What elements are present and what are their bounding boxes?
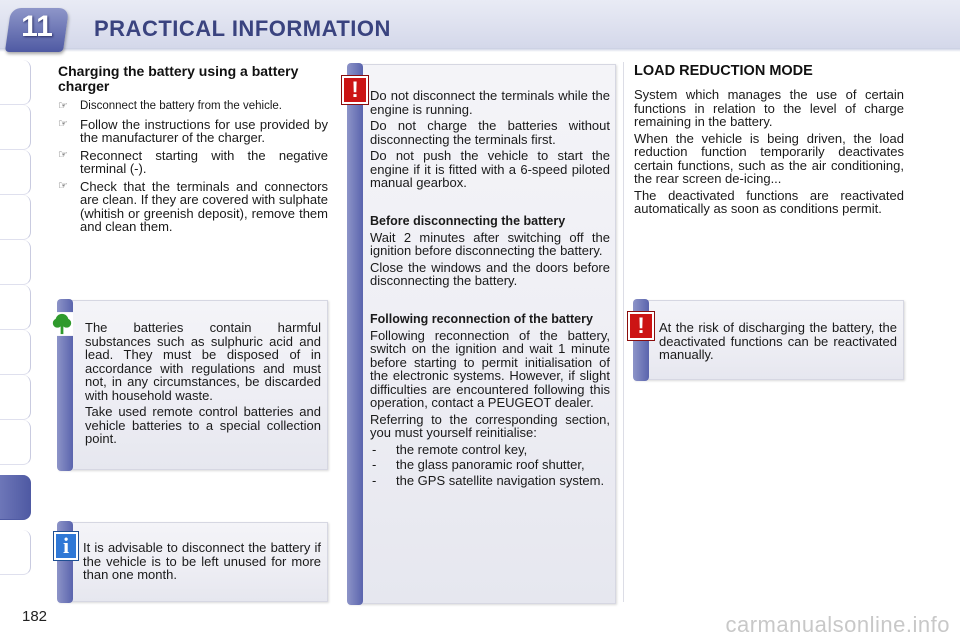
list-dash: - (372, 457, 377, 472)
column-divider (623, 62, 624, 602)
list-item (58, 149, 328, 176)
page-title: PRACTICAL INFORMATION (94, 16, 391, 41)
side-tab[interactable] (0, 420, 31, 465)
note-paragraph: The batteries contain harmful substances such as sulphuric acid and lead. They must be disposed of in accordance with regulations and must not, in any circumstances, be discarded with household waste. (85, 320, 321, 403)
list-item (370, 458, 610, 472)
list-item (58, 100, 328, 114)
side-tab[interactable] (0, 375, 31, 420)
pointing-hand-icon: ☞ (58, 148, 68, 161)
watermark: carmanualsonline.info (725, 612, 950, 637)
list-item-text: the remote control key, (396, 441, 528, 457)
warning-icon: ! (628, 312, 654, 340)
environment-note-text (85, 321, 321, 449)
step-text: Reconnect starting with the negative terminal (-). (80, 147, 328, 176)
warning-paragraph: Wait 2 minutes after switching off the ignition before disconnecting the battery. (370, 229, 610, 258)
list-item (370, 443, 610, 457)
list-dash: - (372, 441, 377, 457)
load-reduction-paragraph: The deactivated functions are reactivated automatically as soon as conditions permit. (634, 187, 904, 216)
pointing-hand-icon: ☞ (58, 117, 68, 130)
load-reduction-warning-text (659, 321, 897, 365)
battery-warning-panel (348, 64, 616, 604)
list-item-text: the GPS satellite navigation system. (396, 472, 605, 488)
side-tab[interactable] (0, 105, 31, 150)
note-paragraph: It is advisable to disconnect the battery if the vehicle is to be left unused for more than one month. (83, 540, 321, 582)
side-tab[interactable] (0, 285, 31, 330)
page-number: 182 (22, 608, 48, 625)
environment-note-panel (58, 300, 328, 470)
info-icon: i (54, 532, 78, 560)
load-reduction-warning-panel (634, 300, 904, 380)
side-tab[interactable] (0, 60, 31, 105)
battery-warning-text (370, 89, 610, 489)
pointing-hand-icon: ☞ (58, 100, 68, 112)
warning-paragraph: Following reconnection of the battery, switch on the ignition and wait 1 minute before starting to permit initialisation of the electronic systems. However, if slight difficulties are encountered following this operation, contact a PEUGEOT dealer. (370, 327, 610, 410)
list-item (58, 118, 328, 145)
panel-accent-bar (347, 63, 363, 605)
side-tab[interactable] (0, 240, 31, 285)
list-item (370, 474, 610, 488)
pointing-hand-icon: ☞ (58, 179, 68, 192)
list-dash: - (372, 472, 377, 488)
warning-paragraph: At the risk of discharging the battery, the deactivated functions can be reactivated manually. (659, 320, 897, 362)
warning-paragraph: Do not disconnect the terminals while the engine is running. (370, 88, 610, 117)
header-shadow (0, 48, 960, 52)
side-tab[interactable] (0, 150, 31, 195)
right-column (634, 64, 904, 219)
list-item-text: the glass panoramic roof shutter, (396, 457, 585, 472)
side-tab[interactable] (0, 330, 31, 375)
note-paragraph: Take used remote control batteries and vehicle batteries to a special collection point. (85, 404, 321, 446)
warning-paragraph: Close the windows and the doors before disconnecting the battery. (370, 259, 610, 288)
tree-icon (51, 312, 73, 336)
step-text: Follow the instructions for use provided by the manufacturer of the charger. (80, 116, 328, 145)
left-column (58, 64, 328, 238)
after-reconnection-title: Following reconnection of the battery (370, 311, 593, 326)
chapter-side-tabs (0, 60, 34, 580)
warning-paragraph: Referring to the corresponding section, you must yourself reinitialise: (370, 411, 610, 440)
side-tab[interactable] (0, 195, 31, 240)
load-reduction-paragraph: When the vehicle is being driven, the load reduction function temporarily deactivates certain functions, such as the air conditioning, the rear screen de-icing... (634, 130, 904, 186)
warning-paragraph: Do not push the vehicle to start the engine if it is fitted with a 6-speed piloted manual gearbox. (370, 148, 610, 190)
side-tab[interactable] (0, 530, 31, 575)
list-item (58, 180, 328, 234)
section-title: LOAD REDUCTION MODE (634, 63, 813, 79)
warning-icon: ! (342, 76, 368, 104)
info-note-panel (58, 522, 328, 602)
chapter-number: 11 (21, 10, 53, 43)
before-disconnecting-title: Before disconnecting the battery (370, 213, 566, 228)
info-note-text (83, 541, 321, 585)
section-title: Charging the battery using a battery charger (58, 63, 299, 94)
warning-paragraph: Do not charge the batteries without disconnecting the terminals first. (370, 118, 610, 147)
side-tab-active[interactable] (0, 475, 31, 520)
load-reduction-paragraph: System which manages the use of certain functions in relation to the level of charge remaining in the battery. (634, 87, 904, 129)
step-text: Check that the terminals and connectors are clean. If they are covered with sulphate (whitish or greenish deposit), remove them and clean them. (80, 178, 328, 234)
step-text: Disconnect the battery from the vehicle. (80, 100, 282, 112)
